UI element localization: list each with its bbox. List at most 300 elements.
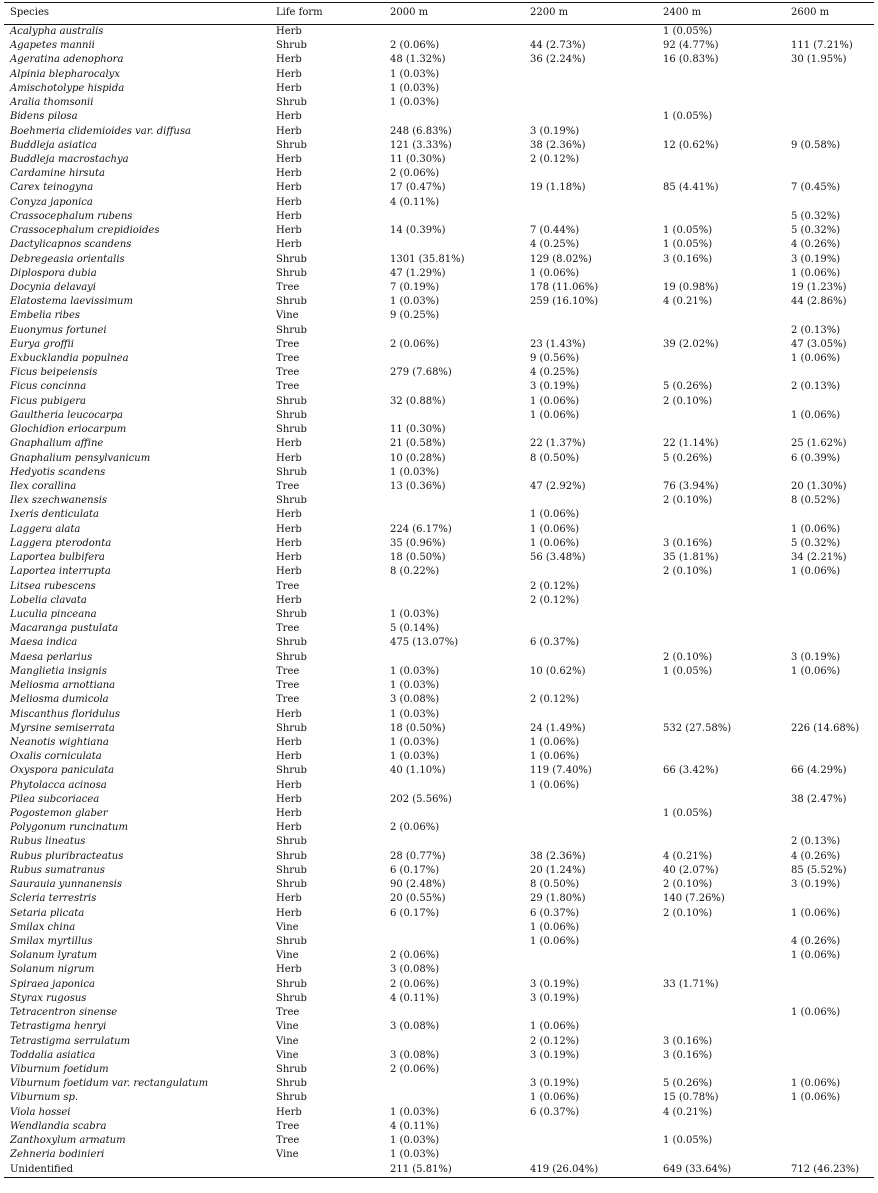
cell-count-2200m: 119 (7.40%)	[530, 765, 592, 777]
cell-species: Saurauia yunnanensis	[10, 879, 122, 891]
table-row	[4, 835, 874, 849]
cell-count-2600m	[785, 167, 874, 181]
cell-count-2200m	[524, 96, 657, 110]
cell-count-2600m	[785, 608, 874, 622]
cell-species: Conyza japonica	[10, 196, 93, 208]
cell-count-2200m: 1 (0.06%)	[530, 779, 580, 791]
cell-count-2400m: 92 (4.77%)	[663, 40, 719, 52]
cell-species: Alpinia blepharocalyx	[10, 68, 120, 80]
table-row	[4, 395, 874, 409]
cell-species: Maesa indica	[10, 637, 78, 649]
cell-species: Pogostemon glaber	[10, 808, 108, 820]
cell-count-2000m: 224 (6.17%)	[390, 523, 452, 535]
cell-species: Elatostema laevissimum	[10, 296, 133, 308]
cell-count-2400m	[657, 82, 785, 96]
cell-count-2000m: 35 (0.96%)	[390, 537, 446, 549]
cell-count-2400m	[657, 594, 785, 608]
header-2000m: 2000 m	[384, 3, 524, 25]
cell-count-2200m: 9 (0.56%)	[530, 353, 580, 365]
cell-count-2000m	[384, 580, 524, 594]
cell-count-2400m: 1 (0.05%)	[663, 808, 713, 820]
table-row	[4, 708, 874, 722]
cell-species: Aralia thomsonii	[10, 97, 94, 109]
cell-life-form: Tree	[276, 353, 300, 365]
cell-life-form: Tree	[276, 481, 300, 492]
cell-species: Styrax rugosus	[10, 992, 87, 1004]
cell-species: Scleria terrestris	[10, 893, 97, 905]
cell-species: Polygonum runcinatum	[10, 822, 128, 834]
cell-species: Lobelia clavata	[10, 594, 87, 606]
table-row	[4, 281, 874, 295]
cell-species: Manglietia insignis	[10, 665, 107, 677]
table-row	[4, 1006, 874, 1020]
table-row	[4, 949, 874, 963]
cell-count-2000m: 21 (0.58%)	[390, 438, 446, 450]
cell-life-form: Shrub	[276, 1078, 307, 1090]
cell-count-2000m: 18 (0.50%)	[390, 552, 446, 564]
cell-count-2600m	[785, 110, 874, 124]
cell-count-2400m	[657, 949, 785, 963]
cell-count-2200m: 47 (2.92%)	[530, 481, 586, 492]
cell-count-2600m	[785, 963, 874, 977]
cell-count-2200m: 1 (0.06%)	[530, 523, 580, 535]
cell-life-form: Shrub	[276, 40, 307, 52]
cell-count-2000m: 1 (0.03%)	[390, 751, 440, 763]
cell-count-2600m	[785, 423, 874, 437]
cell-count-2400m	[657, 693, 785, 707]
cell-count-2400m	[657, 523, 785, 537]
cell-life-form: Vine	[276, 310, 299, 322]
cell-count-2400m	[657, 1020, 785, 1034]
cell-count-2200m	[524, 963, 657, 977]
cell-species: Rubus pluribracteatus	[10, 850, 124, 862]
cell-count-2200m: 1 (0.06%)	[530, 395, 580, 407]
cell-count-2000m	[384, 935, 524, 949]
cell-count-2600m	[785, 892, 874, 906]
cell-life-form: Shrub	[276, 879, 307, 891]
cell-life-form: Herb	[276, 182, 302, 194]
table-row	[4, 39, 874, 53]
cell-count-2000m: 11 (0.30%)	[390, 153, 446, 165]
cell-count-2400m: 5 (0.26%)	[663, 381, 713, 393]
cell-species: Zehneria bodinieri	[10, 1149, 105, 1161]
cell-count-2600m: 5 (0.32%)	[791, 225, 841, 237]
cell-count-2600m: 1 (0.06%)	[791, 665, 841, 677]
cell-count-2200m: 3 (0.19%)	[530, 978, 580, 990]
cell-count-2200m: 1 (0.06%)	[530, 936, 580, 947]
cell-count-2200m: 2 (0.12%)	[530, 1035, 580, 1047]
cell-count-2400m	[657, 963, 785, 977]
cell-species: Smilax myrtillus	[10, 936, 93, 947]
cell-count-2600m	[785, 1049, 874, 1063]
cell-count-2400m: 76 (3.94%)	[663, 481, 719, 492]
table-row	[4, 1163, 874, 1178]
table-row	[4, 523, 874, 537]
cell-count-2000m: 2 (0.06%)	[390, 168, 440, 180]
cell-count-2600m	[785, 1035, 874, 1049]
cell-count-2200m	[524, 679, 657, 693]
cell-count-2200m: 36 (2.24%)	[530, 54, 586, 66]
cell-life-form: Tree	[276, 367, 300, 379]
cell-count-2200m: 22 (1.37%)	[530, 438, 586, 450]
table-row	[4, 338, 874, 352]
cell-count-2000m: 1 (0.03%)	[390, 68, 440, 80]
cell-count-2600m: 8 (0.52%)	[791, 495, 841, 507]
cell-count-2400m: 16 (0.83%)	[663, 54, 719, 66]
cell-count-2200m	[524, 651, 657, 665]
cell-count-2200m: 178 (11.06%)	[530, 281, 599, 293]
cell-count-2600m	[785, 68, 874, 82]
cell-species: Laggera pterodonta	[10, 537, 112, 549]
cell-life-form: Herb	[276, 1106, 302, 1118]
table-row	[4, 1035, 874, 1049]
cell-species: Ixeris denticulata	[10, 509, 99, 521]
cell-species: Rubus sumatranus	[10, 864, 105, 876]
cell-species: Eurya groffii	[10, 338, 74, 350]
cell-count-2000m: 3 (0.08%)	[390, 964, 440, 976]
header-2600m: 2600 m	[785, 3, 874, 25]
cell-count-2600m	[785, 1063, 874, 1077]
cell-count-2400m	[657, 821, 785, 835]
cell-count-2200m	[524, 835, 657, 849]
cell-count-2400m	[657, 580, 785, 594]
cell-count-2600m: 5 (0.32%)	[791, 210, 841, 222]
cell-species: Setaria plicata	[10, 907, 85, 919]
table-row	[4, 1106, 874, 1120]
cell-count-2400m	[657, 793, 785, 807]
cell-count-2600m	[785, 594, 874, 608]
cell-species: Ficus concinna	[10, 381, 87, 393]
table-row	[4, 1077, 874, 1091]
cell-count-2400m	[657, 125, 785, 139]
table-row	[4, 25, 874, 40]
cell-count-2400m	[657, 423, 785, 437]
cell-life-form: Vine	[276, 1035, 299, 1047]
cell-count-2000m: 1 (0.03%)	[390, 97, 440, 109]
cell-life-form: Herb	[276, 779, 302, 791]
cell-species: Tetrastigma serrulatum	[10, 1035, 131, 1047]
cell-count-2000m: 1 (0.03%)	[390, 1149, 440, 1161]
cell-count-2400m: 4 (0.21%)	[663, 850, 713, 862]
cell-count-2000m: 4 (0.11%)	[390, 1120, 440, 1132]
cell-count-2600m	[785, 978, 874, 992]
table-header-row	[4, 3, 874, 25]
cell-life-form: Herb	[276, 225, 302, 237]
cell-count-2000m: 18 (0.50%)	[390, 722, 446, 734]
table-row	[4, 1020, 874, 1034]
cell-count-2200m: 2 (0.12%)	[530, 594, 580, 606]
cell-count-2400m: 12 (0.62%)	[663, 139, 719, 151]
cell-species: Boehmeria clidemioides var. diffusa	[10, 125, 191, 137]
cell-life-form: Shrub	[276, 978, 307, 990]
cell-count-2000m: 7 (0.19%)	[390, 281, 440, 293]
cell-count-2200m	[524, 110, 657, 124]
cell-count-2200m: 1 (0.06%)	[530, 751, 580, 763]
cell-count-2400m	[657, 466, 785, 480]
cell-life-form: Shrub	[276, 1092, 307, 1104]
cell-count-2600m	[785, 153, 874, 167]
cell-count-2600m: 1 (0.06%)	[791, 267, 841, 279]
cell-life-form: Herb	[276, 964, 302, 976]
cell-count-2400m: 1 (0.05%)	[663, 239, 713, 251]
cell-count-2600m: 226 (14.68%)	[791, 722, 860, 734]
cell-count-2400m	[657, 1148, 785, 1162]
cell-count-2400m	[657, 636, 785, 650]
cell-life-form: Herb	[276, 708, 302, 720]
cell-count-2000m: 1 (0.03%)	[390, 708, 440, 720]
cell-life-form: Herb	[276, 566, 302, 578]
cell-count-2200m: 8 (0.50%)	[530, 879, 580, 891]
species-abundance-table	[4, 2, 874, 1178]
cell-count-2200m: 3 (0.19%)	[530, 125, 580, 137]
cell-count-2600m	[785, 636, 874, 650]
cell-count-2400m	[657, 1120, 785, 1134]
cell-count-2000m: 2 (0.06%)	[390, 978, 440, 990]
cell-species: Smilax china	[10, 921, 76, 933]
table-row	[4, 423, 874, 437]
cell-count-2000m: 2 (0.06%)	[390, 40, 440, 52]
cell-life-form: Herb	[276, 168, 302, 180]
cell-count-2000m: 1 (0.03%)	[390, 466, 440, 478]
cell-species: Solanum nigrum	[10, 964, 95, 976]
cell-count-2600m	[785, 779, 874, 793]
table-row	[4, 466, 874, 480]
cell-count-2200m: 4 (0.25%)	[530, 239, 580, 251]
cell-life-form: Shrub	[276, 495, 307, 507]
cell-species: Crassocephalum rubens	[10, 210, 133, 222]
cell-species: Acalypha australis	[10, 26, 104, 37]
cell-life-form: Shrub	[276, 424, 307, 436]
cell-species: Bidens pilosa	[10, 111, 78, 123]
cell-species: Myrsine semiserrata	[10, 722, 115, 734]
cell-count-2400m	[657, 736, 785, 750]
cell-species: Luculia pinceana	[10, 608, 97, 620]
cell-count-2200m: 1 (0.06%)	[530, 1092, 580, 1104]
cell-count-2400m	[657, 508, 785, 522]
cell-count-2400m: 3 (0.16%)	[663, 1035, 713, 1047]
cell-count-2600m: 1 (0.06%)	[791, 1007, 841, 1019]
cell-count-2600m: 3 (0.19%)	[791, 651, 841, 663]
cell-count-2000m	[384, 25, 524, 40]
cell-count-2000m: 3 (0.08%)	[390, 1049, 440, 1061]
cell-life-form: Shrub	[276, 864, 307, 876]
cell-count-2000m: 10 (0.28%)	[390, 452, 446, 464]
cell-count-2600m: 1 (0.06%)	[791, 566, 841, 578]
table-row	[4, 1148, 874, 1162]
table-row	[4, 1063, 874, 1077]
cell-count-2000m: 5 (0.14%)	[390, 623, 440, 635]
cell-species: Cardamine hirsuta	[10, 168, 105, 180]
table-row	[4, 409, 874, 423]
cell-species: Buddleja macrostachya	[10, 153, 129, 165]
cell-species: Tetracentron sinense	[10, 1007, 118, 1019]
cell-count-2200m	[524, 565, 657, 579]
table-row	[4, 779, 874, 793]
cell-species: Viburnum foetidum var. rectangulatum	[10, 1078, 209, 1090]
cell-count-2600m	[785, 96, 874, 110]
cell-count-2400m: 4 (0.21%)	[663, 1106, 713, 1118]
header-species: Species	[4, 3, 270, 25]
cell-species: Gnaphalium pensylvanicum	[10, 452, 151, 464]
cell-life-form: Herb	[276, 523, 302, 535]
table-row	[4, 181, 874, 195]
cell-count-2000m	[384, 1006, 524, 1020]
cell-count-2600m: 2 (0.13%)	[791, 381, 841, 393]
cell-count-2600m: 30 (1.95%)	[791, 54, 847, 66]
cell-life-form: Tree	[276, 281, 300, 293]
cell-count-2000m: 6 (0.17%)	[390, 907, 440, 919]
cell-count-2000m: 1 (0.03%)	[390, 665, 440, 677]
cell-life-form: Shrub	[276, 139, 307, 151]
cell-life-form: Tree	[276, 680, 300, 692]
cell-count-2600m: 2 (0.13%)	[791, 324, 841, 336]
cell-life-form: Shrub	[276, 253, 307, 265]
cell-species: Viburnum sp.	[10, 1092, 79, 1104]
cell-count-2200m: 38 (2.36%)	[530, 139, 586, 151]
cell-life-form: Herb	[276, 736, 302, 748]
cell-species: Pilea subcoriacea	[10, 793, 100, 805]
cell-species: Oxyspora paniculata	[10, 765, 115, 777]
cell-count-2200m: 7 (0.44%)	[530, 225, 580, 237]
cell-count-2400m: 2 (0.10%)	[663, 566, 713, 578]
cell-life-form: Shrub	[276, 637, 307, 649]
table-row	[4, 622, 874, 636]
cell-count-2600m: 712 (46.23%)	[785, 1163, 874, 1178]
cell-count-2400m: 5 (0.26%)	[663, 452, 713, 464]
header-2400m: 2400 m	[657, 3, 785, 25]
header-2200m: 2200 m	[524, 3, 657, 25]
cell-count-2600m	[785, 750, 874, 764]
cell-count-2200m: 19 (1.18%)	[530, 182, 586, 194]
cell-life-form: Shrub	[276, 97, 307, 109]
table-row	[4, 437, 874, 451]
cell-life-form: Vine	[276, 1021, 299, 1033]
cell-life-form: Herb	[276, 196, 302, 208]
cell-species: Dactylicapnos scandens	[10, 239, 132, 251]
cell-count-2000m: 202 (5.56%)	[390, 793, 452, 805]
cell-count-2400m	[657, 267, 785, 281]
cell-count-2400m	[657, 210, 785, 224]
cell-count-2400m: 33 (1.71%)	[663, 978, 719, 990]
cell-species: Meliosma arnottiana	[10, 680, 116, 692]
cell-species: Meliosma dumicola	[10, 694, 109, 706]
cell-species: Miscanthus floridulus	[10, 708, 121, 720]
cell-species: Viburnum foetidum	[10, 1063, 109, 1075]
cell-life-form: Tree	[276, 665, 300, 677]
cell-count-2200m	[524, 949, 657, 963]
table-row	[4, 864, 874, 878]
cell-count-2000m: 20 (0.55%)	[390, 893, 446, 905]
cell-count-2600m: 2 (0.13%)	[791, 836, 841, 848]
table-row	[4, 452, 874, 466]
cell-count-2000m: 3 (0.08%)	[390, 1021, 440, 1033]
cell-count-2400m: 19 (0.98%)	[663, 281, 719, 293]
cell-species: Maesa perlarius	[10, 651, 93, 663]
cell-count-2600m	[785, 807, 874, 821]
cell-life-form: Shrub	[276, 409, 307, 421]
cell-life-form: Shrub	[276, 992, 307, 1004]
cell-count-2200m: 23 (1.43%)	[530, 338, 586, 350]
cell-count-2600m: 5 (0.32%)	[791, 537, 841, 549]
cell-count-2400m	[657, 622, 785, 636]
table-row	[4, 1091, 874, 1105]
cell-species: Agapetes mannii	[10, 40, 95, 52]
cell-count-2200m: 44 (2.73%)	[530, 40, 586, 52]
cell-count-2600m	[785, 466, 874, 480]
cell-count-2200m: 20 (1.24%)	[530, 864, 586, 876]
cell-count-2400m: 2 (0.10%)	[663, 395, 713, 407]
cell-count-2000m	[384, 807, 524, 821]
cell-count-2200m: 1 (0.06%)	[530, 1021, 580, 1033]
cell-life-form: Herb	[276, 537, 302, 549]
table-row	[4, 1120, 874, 1134]
cell-count-2200m: 259 (16.10%)	[530, 296, 599, 308]
table-row	[4, 125, 874, 139]
cell-count-2400m	[657, 196, 785, 210]
cell-count-2600m: 85 (5.52%)	[791, 864, 847, 876]
cell-count-2400m: 66 (3.42%)	[663, 765, 719, 777]
cell-count-2200m	[524, 1006, 657, 1020]
table-row	[4, 68, 874, 82]
cell-count-2400m	[657, 679, 785, 693]
table-row	[4, 565, 874, 579]
cell-life-form: Tree	[276, 694, 300, 706]
table-row	[4, 153, 874, 167]
cell-life-form: Herb	[276, 111, 302, 123]
cell-count-2200m	[524, 608, 657, 622]
cell-life-form: Shrub	[276, 324, 307, 336]
header-life-form: Life form	[270, 3, 384, 25]
table-row	[4, 608, 874, 622]
cell-life-form: Shrub	[276, 850, 307, 862]
cell-species: Oxalis corniculata	[10, 751, 102, 763]
cell-count-2000m	[384, 110, 524, 124]
cell-life-form: Tree	[276, 580, 300, 592]
cell-count-2400m	[657, 409, 785, 423]
cell-count-2000m: 40 (1.10%)	[390, 765, 446, 777]
cell-count-2200m	[524, 1134, 657, 1148]
cell-count-2200m	[524, 196, 657, 210]
cell-count-2200m	[524, 1063, 657, 1077]
cell-count-2000m: 1 (0.03%)	[390, 82, 440, 94]
cell-species: Macaranga pustulata	[10, 623, 119, 635]
table-row	[4, 309, 874, 323]
cell-count-2400m: 40 (2.07%)	[663, 864, 719, 876]
cell-count-2200m	[524, 167, 657, 181]
cell-count-2600m	[785, 622, 874, 636]
cell-count-2400m	[657, 779, 785, 793]
cell-count-2000m	[384, 409, 524, 423]
cell-species: Wendlandia scabra	[10, 1120, 107, 1132]
cell-count-2600m: 3 (0.19%)	[791, 879, 841, 891]
table-row	[4, 750, 874, 764]
cell-count-2000m	[384, 352, 524, 366]
cell-count-2200m: 29 (1.80%)	[530, 893, 586, 905]
cell-count-2600m: 7 (0.45%)	[791, 182, 841, 194]
cell-count-2000m: 6 (0.17%)	[390, 864, 440, 876]
table-row	[4, 807, 874, 821]
cell-count-2200m	[524, 68, 657, 82]
cell-count-2200m: 129 (8.02%)	[530, 253, 592, 265]
cell-count-2600m	[785, 25, 874, 40]
cell-life-form: Herb	[276, 509, 302, 521]
cell-count-2200m: 1 (0.06%)	[530, 736, 580, 748]
cell-count-2600m: 3 (0.19%)	[791, 253, 841, 265]
cell-species: Ilex szechwanensis	[10, 495, 108, 507]
cell-count-2600m: 1 (0.06%)	[791, 907, 841, 919]
cell-count-2600m	[785, 679, 874, 693]
cell-count-2200m: 2 (0.12%)	[530, 580, 580, 592]
